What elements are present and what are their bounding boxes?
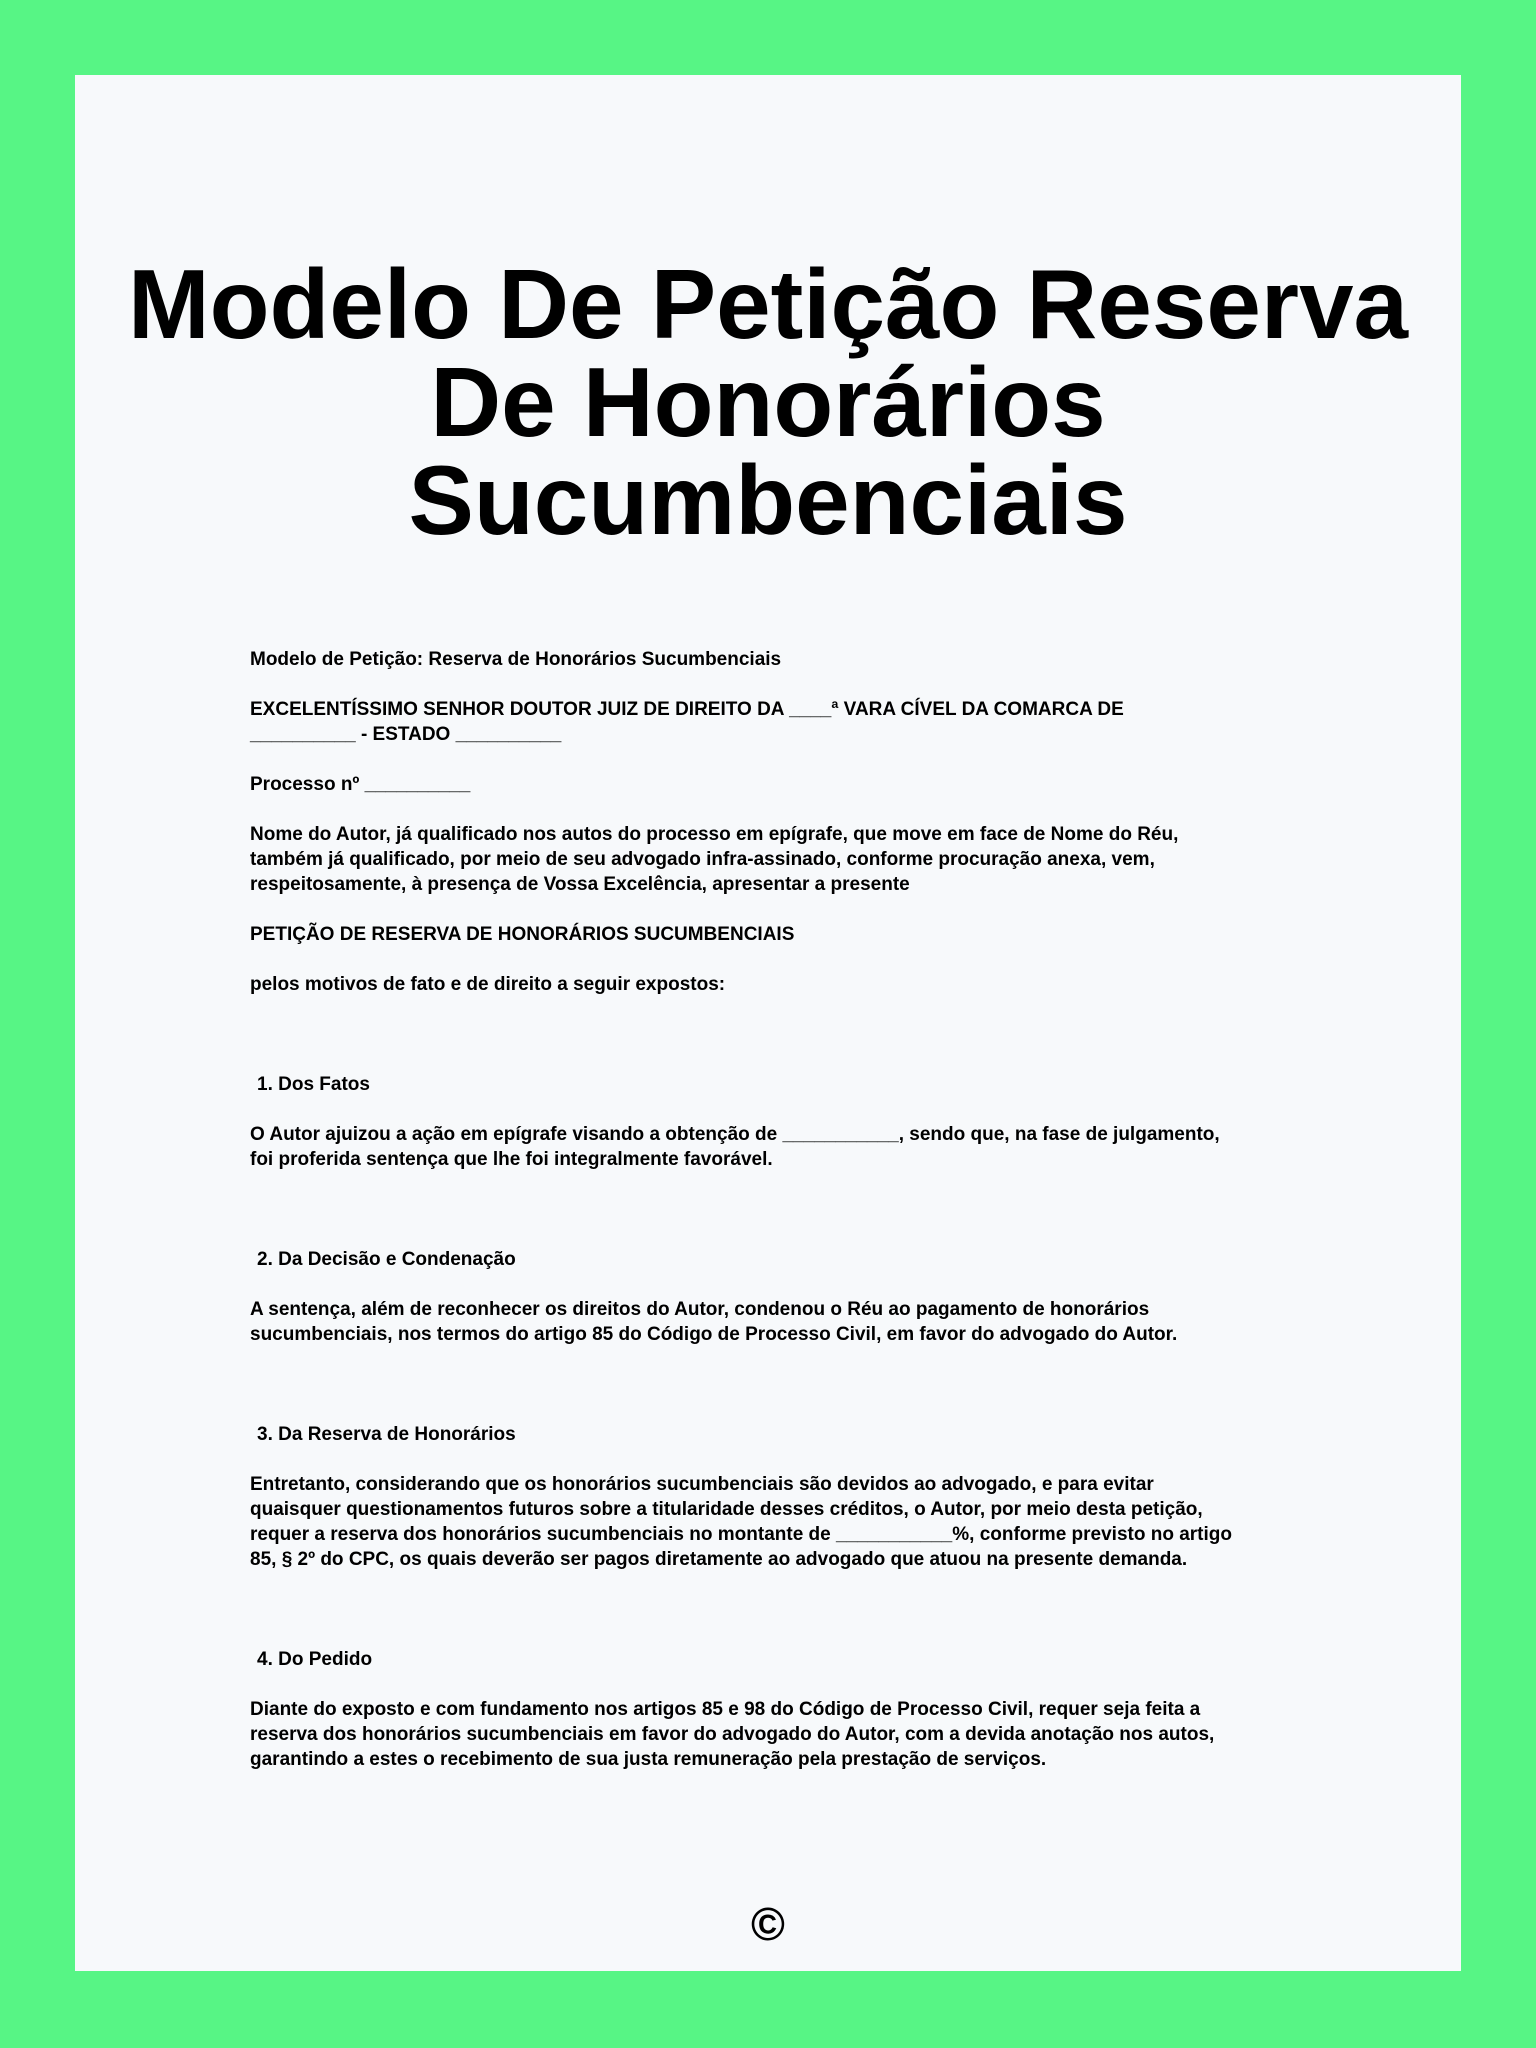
section-4-line-1: Diante do exposto e com fundamento nos artigos 85 e 98 do Código de Processo Civil, requer seja feita a [250, 1699, 1201, 1720]
section-3-line-1: Entretanto, considerando que os honorários sucumbenciais são devidos ao advogado, e para evitar [250, 1474, 1154, 1495]
document-body [250, 647, 1310, 1772]
section-2-line-1: A sentença, além de reconhecer os direitos do Autor, condenou o Réu ao pagamento de honorários [250, 1299, 1150, 1320]
motives-line: pelos motivos de fato e de direito a seguir expostos: [250, 974, 726, 995]
section-4-line-3: garantindo a estes o recebimento de sua justa remuneração pela prestação de serviços. [250, 1749, 1047, 1770]
addressee-line-2: __________ - ESTADO __________ [250, 724, 562, 745]
document-page [75, 75, 1461, 1971]
section-1-heading: 1. Dos Fatos [257, 1074, 370, 1095]
section-3-line-2: quaisquer questionamentos futuros sobre a titularidade desses créditos, o Autor, por meio desta petição, [250, 1499, 1203, 1520]
section-1-line-1: O Autor ajuizou a ação em epígrafe visando a obtenção de ___________, sendo que, na fase de julgamento, [250, 1124, 1220, 1145]
parties-line-3: respeitosamente, à presença de Vossa Excelência, apresentar a presente [250, 874, 910, 895]
section-4-line-2: reserva dos honorários sucumbenciais em favor do advogado do Autor, com a devida anotação nos autos, [250, 1724, 1215, 1745]
parties-line-2: também já qualificado, por meio de seu advogado infra-assinado, conforme procuração anexa, vem, [250, 849, 1155, 870]
title-line-1: Modelo De Petição Reserva [128, 249, 1408, 359]
section-2-line-2: sucumbenciais, nos termos do artigo 85 do Código de Processo Civil, em favor do advogado do Autor. [250, 1324, 1178, 1345]
copyright-symbol: © [751, 1898, 785, 1950]
intro-line: Modelo de Petição: Reserva de Honorários Sucumbenciais [250, 649, 782, 670]
section-3-heading: 3. Da Reserva de Honorários [257, 1424, 516, 1445]
section-4-heading: 4. Do Pedido [257, 1649, 373, 1670]
section-2-heading: 2. Da Decisão e Condenação [257, 1249, 516, 1270]
parties-line-1: Nome do Autor, já qualificado nos autos do processo em epígrafe, que move em face de Nome do Réu, [250, 824, 1179, 845]
petition-name: PETIÇÃO DE RESERVA DE HONORÁRIOS SUCUMBENCIAIS [250, 924, 795, 945]
document-title [75, 249, 1461, 555]
title-line-3: Sucumbenciais [408, 445, 1128, 555]
title-line-2: De Honorários [430, 347, 1106, 457]
section-3-line-4: 85, § 2º do CPC, os quais deverão ser pagos diretamente ao advogado que atuou na presente demanda. [250, 1549, 1188, 1570]
addressee-line-1: EXCELENTÍSSIMO SENHOR DOUTOR JUIZ DE DIREITO DA ____ª VARA CÍVEL DA COMARCA DE [250, 699, 1124, 720]
section-3-line-3: requer a reserva dos honorários sucumbenciais no montante de ___________%, conforme previsto no artigo [250, 1524, 1232, 1545]
process-number: Processo nº __________ [250, 774, 471, 795]
section-1-line-2: foi proferida sentença que lhe foi integralmente favorável. [250, 1149, 773, 1170]
